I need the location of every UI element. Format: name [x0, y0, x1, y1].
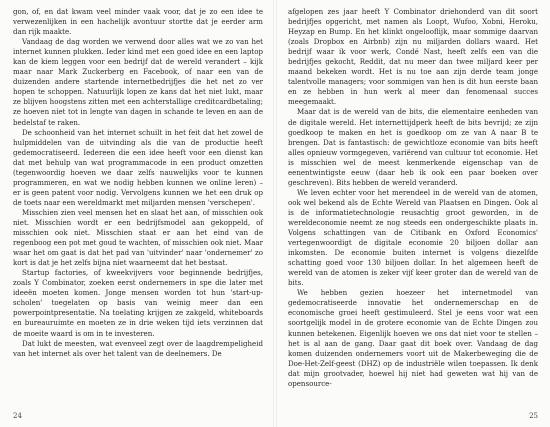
paragraph: Vandaag de dag worden we verwend door alles wat we zo van het internet kunnen plukken. Ieder kind met een goed idee en een laptop kan de kiem leggen voor een bedrijf dat de wereld verandert – kijk maar naar Mark Zuckerberg en Facebook, of naar een van de duizenden andere startende internetbedrijfjes die het net zo ver hopen te schoppen. Natuurlijk lopen ze kans dat het niet lukt, maar ze blijven hoogstens zitten met een achterstallige creditcardbetaling; ze hoeven niet tot in lengte van dagen in schande te leven en aan de bedelstaf te raken.	[13, 37, 263, 127]
paragraph: De schoonheid van het internet schuilt in het feit dat het zowel de hulpmiddelen van de uitvinding als die van de productie heeft gedemocratiseerd. Iedereen die een idee heeft voor een dienst kan dat met behulp van wat programmacode in een product omzetten (tegenwoordig hoeven we daar zelfs nauwelijks voor te kunnen programmeren, en wat we nodig hebben kunnen we online leren) – er is geen patent voor nodig. Vervolgens kunnen we het een druk op de toets naar een wereldmarkt met miljarden mensen 'verschepen'.	[13, 127, 263, 207]
left-page	[0, 0, 273, 427]
right-page	[277, 0, 550, 427]
paragraph: afgelopen zes jaar heeft Y Combinator driehonderd van dit soort bedrijfjes opgericht, met namen als Loopt, Wufoo, Xobni, Heroku, Heyzap en Bump. En het klinkt ongelooflijk, maar sommige daarvan (zoals Dropbox en Airbnb) zijn nu miljarden dollars waard. Het bedrijf waar ik voor werk, Condé Nast, heeft zelfs een van die bedrijfjes gekocht, Reddit, dat nu meer dan twee miljard keer per maand bekeken wordt. Het is nu toe aan zijn derde team jonge talentvolle managers; voor sommigen van hen is dit hun eerste baan en ze hebben in hun werk al meer dan fenomenaal succes meegemaakt.	[288, 7, 538, 107]
page-number-left: 24	[13, 412, 22, 420]
paragraph: We hebben gezien hoezeer het internetmodel van gedemocratiseerde innovatie het ondernemerschap en de economische groei heeft gestimuleerd. Stel je eens voor wat een soortgelijk model in de grotere economie van de Echte Dingen zou kunnen betekenen. Eigenlijk hoeven we ons dat niet voor te stellen – het is al aan de gang. Daar gaat dit boek over. Vandaag de dag komen duizenden ondernemers voort uit de Makerbeweging die de Doe-Het-Zelf-geest (DHZ) op de industriële wilen toepassen. Ik denk dat mijn grootvader, hoewel hij niet had geweten wat hij van de opensource-	[288, 288, 538, 388]
paragraph: Startup factories, of kweekvijvers voor beginnende bedrijfjes, zoals Y Combinator, zoeken eerst ondernemers in spe die later met ideeën moeten komen. Jonge mensen worden tot hun 'start-up-scholen' toegelaten op basis van weinig meer dan een powerpointpresentatie. Na toelating krijgen ze zakgeld, whiteboards en bureauruimte en moeten ze in drie weken tijd iets verzinnen dat de moeite waard is om in te investeren.	[13, 268, 263, 338]
paragraph: gon, of, en dat kwam veel minder vaak voor, dat je zo een idee te verwezenlijken in een hachelijk avontuur stortte dat je eerder arm dan rijk maakte.	[13, 7, 263, 37]
left-page-text	[13, 7, 263, 359]
page-number-right: 25	[529, 412, 538, 420]
paragraph: Dat lukt de meesten, wat evenveel zegt over de laagdrempeligheid van het internet als over het talent van de deelnemers. De	[13, 338, 263, 358]
paragraph: We leven echter voor het merendeel in de wereld van de atomen, ook wel bekend als de Echte Wereld van Plaatsen en Dingen. Ook al is de informatietechnologie reusachtig groot geworden, in de wereldeconomie neemt ze nog steeds een ondergeschikte plaats in. Volgens schattingen van de Citibank en Oxford Economics' vertegenwoordigt de digitale economie 20 biljoen dollar aan inkomsten. De economie buiten internet is volgens diezelfde schatting goed voor 130 biljoen dollar. In het algemeen heeft de wereld van de atomen is zeker vijf keer groter dan de wereld van de bits.	[288, 187, 538, 288]
paragraph: Maar dat is de wereld van de bits, die elementaire eenheden van de digitale wereld. Het internettijdperk heeft de bits bevrijd; ze zijn goedkoop te maken en het is goedkoop om ze van A naar B te brengen. Dat is fantastisch: de gewichtloze economie van bits heeft alles opnieuw vormgegeven, variërend van cultuur tot economie. Het is misschien wel de meest kenmerkende eigenschap van de eenentwintigste eeuw (daar heb ik ook een paar boeken over geschreven). Bits hebben de wereld veranderd.	[288, 107, 538, 187]
right-page-text	[288, 7, 538, 389]
paragraph: Misschien zien veel mensen het en slaat het aan, of misschien ook niet. Misschien wordt er een bedrijfsmodel aan gekoppeld, of misschien ook niet. Misschien staat er aan het eind van de regenboog een pot met goud te wachten, of misschien ook niet. Maar waar het om gaat is dat het pad van 'uitvinder' naar 'ondernemer' zo kort is dat je het zelfs bijna niet waarneemt dat het bestaat.	[13, 207, 263, 268]
